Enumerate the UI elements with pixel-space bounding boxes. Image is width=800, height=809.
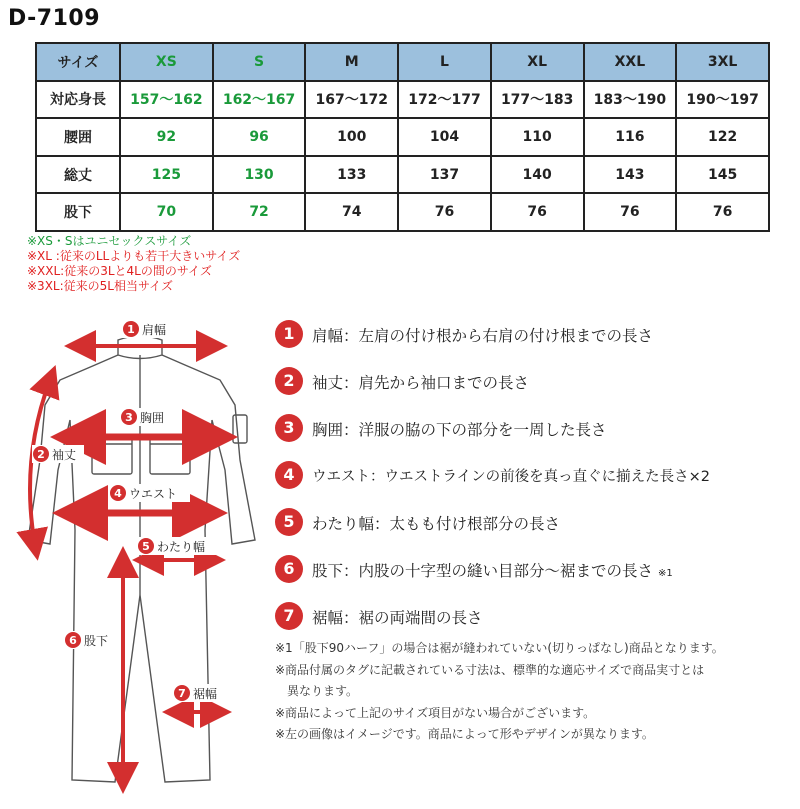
table-cell: 122 xyxy=(676,118,769,156)
footnote-ref: ※1 xyxy=(657,568,673,579)
measurement-text: わたり幅：太もも付け根部分の長さ xyxy=(312,515,561,533)
svg-text:5: 5 xyxy=(142,540,150,553)
header-cell: サイズ xyxy=(36,43,120,81)
table-cell: 145 xyxy=(676,156,769,194)
label-sleeve-text: 袖丈 xyxy=(52,448,77,462)
label-waist xyxy=(108,484,190,502)
table-cell: 172〜177 xyxy=(398,81,491,119)
table-cell: 96 xyxy=(213,118,306,156)
table-cell: 140 xyxy=(491,156,584,194)
label-shoulder xyxy=(122,320,178,338)
table-cell: 116 xyxy=(584,118,677,156)
label-waist-text: ウエスト xyxy=(129,487,178,501)
row-label: 対応身長 xyxy=(36,81,120,119)
table-cell: 133 xyxy=(305,156,398,194)
table-cell: 167〜172 xyxy=(305,81,398,119)
table-cell: 130 xyxy=(213,156,306,194)
measurement-number: 7 xyxy=(275,602,303,630)
measurement-text: 胸囲：洋服の脇の下の部分を一周した長さ xyxy=(312,421,607,439)
header-cell: S xyxy=(213,43,306,81)
table-header-row xyxy=(36,43,769,81)
header-cell: L xyxy=(398,43,491,81)
row-label: 股下 xyxy=(36,193,120,231)
table-cell: 143 xyxy=(584,156,677,194)
footnote: ※1「股下90ハーフ」の場合は裾が縫われていない(切りっぱなし)商品となります。 xyxy=(275,641,724,655)
label-sleeve xyxy=(32,445,84,463)
svg-text:6: 6 xyxy=(69,634,77,647)
table-cell: 76 xyxy=(491,193,584,231)
measurement-number: 1 xyxy=(275,320,303,348)
measurement-text: 肩幅：左肩の付け根から右肩の付け根までの長さ xyxy=(312,327,654,345)
measurement-text-wrap xyxy=(312,559,673,581)
table-row xyxy=(36,81,769,119)
row-label: 総丈 xyxy=(36,156,120,194)
label-inseam xyxy=(64,631,120,649)
measurement-text: 袖丈：肩先から袖口までの長さ xyxy=(312,374,530,392)
table-cell: 190〜197 xyxy=(676,81,769,119)
header-cell: XL xyxy=(491,43,584,81)
table-cell: 72 xyxy=(213,193,306,231)
note-xl: ※XL :従来のLLよりも若干大きいサイズ xyxy=(27,249,241,263)
table-cell: 125 xyxy=(120,156,213,194)
footnote: ※左の画像はイメージです。商品によって形やデザインが異なります。 xyxy=(275,727,654,741)
svg-text:4: 4 xyxy=(114,487,122,500)
row-label: 腰囲 xyxy=(36,118,120,156)
product-code: D-7109 xyxy=(8,6,101,31)
table-cell: 100 xyxy=(305,118,398,156)
table-row xyxy=(36,156,769,194)
table-cell: 70 xyxy=(120,193,213,231)
label-thigh xyxy=(136,537,218,555)
measurement-number: 2 xyxy=(275,367,303,395)
table-cell: 137 xyxy=(398,156,491,194)
svg-text:1: 1 xyxy=(127,323,135,336)
header-cell: M xyxy=(305,43,398,81)
table-cell: 177〜183 xyxy=(491,81,584,119)
label-chest xyxy=(118,408,174,426)
footnote: ※商品付属のタグに記載されている寸法は、標準的な適応サイズで商品実寸とは xyxy=(275,662,705,677)
label-hem-text: 裾幅 xyxy=(193,687,218,701)
svg-text:2: 2 xyxy=(37,448,45,461)
measurement-text: 裾幅：裾の両端間の長さ xyxy=(312,609,483,627)
label-shoulder-text: 肩幅 xyxy=(142,323,167,337)
svg-text:7: 7 xyxy=(178,687,186,700)
note-3xl: ※3XL:従来の5L相当サイズ xyxy=(27,279,173,293)
table-cell: 76 xyxy=(676,193,769,231)
measurement-text: ウエスト：ウエストラインの前後を真っ直ぐに揃えた長さ×2 xyxy=(312,469,710,485)
measurement-text: 股下：内股の十字型の縫い目部分〜裾までの長さ xyxy=(312,562,654,580)
measurement-number: 5 xyxy=(275,508,303,536)
table-cell: 76 xyxy=(584,193,677,231)
table-cell: 76 xyxy=(398,193,491,231)
size-notes xyxy=(27,234,240,294)
measurement-number: 6 xyxy=(275,555,303,583)
table-cell: 74 xyxy=(305,193,398,231)
header-cell: 3XL xyxy=(676,43,769,81)
table-cell: 157〜162 xyxy=(120,81,213,119)
table-cell: 110 xyxy=(491,118,584,156)
footnote: ※商品によって上記のサイズ項目がない場合がございます。 xyxy=(275,705,596,720)
table-cell: 162〜167 xyxy=(213,81,306,119)
label-thigh-text: わたり幅 xyxy=(157,540,206,554)
footnote: 異なります。 xyxy=(275,684,359,698)
table-cell: 183〜190 xyxy=(584,81,677,119)
table-row xyxy=(36,193,769,231)
footnotes xyxy=(275,638,724,746)
measurement-number: 3 xyxy=(275,414,303,442)
label-hem xyxy=(172,684,228,702)
size-table xyxy=(35,42,770,232)
header-cell: XS xyxy=(120,43,213,81)
table-row xyxy=(36,118,769,156)
coverall-outline xyxy=(28,336,255,782)
label-inseam-text: 股下 xyxy=(84,634,109,648)
header-cell: XXL xyxy=(584,43,677,81)
measurement-number: 4 xyxy=(275,461,303,489)
table-cell: 92 xyxy=(120,118,213,156)
note-xxl: ※XXL:従来の3Lと4Lの間のサイズ xyxy=(27,264,212,278)
note-unisex: ※XS・Sはユニセックスサイズ xyxy=(27,234,192,248)
svg-text:3: 3 xyxy=(125,411,133,424)
table-cell: 104 xyxy=(398,118,491,156)
label-chest-text: 胸囲 xyxy=(140,411,165,425)
coverall-diagram xyxy=(0,310,275,800)
